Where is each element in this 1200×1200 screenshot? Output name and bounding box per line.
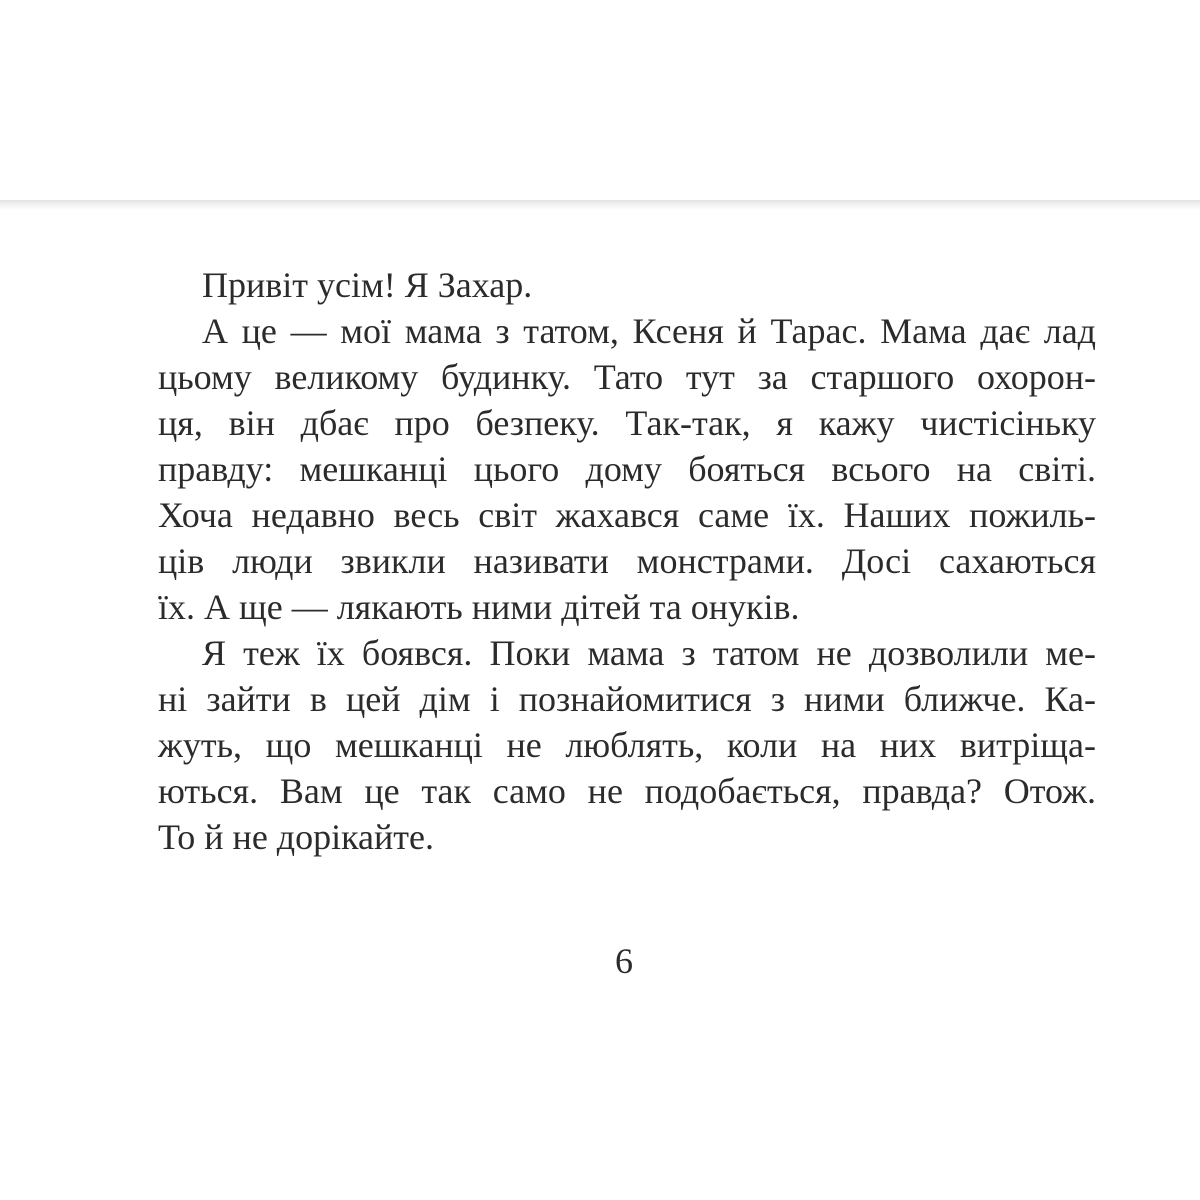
text-line: Хоча недавно весь світ жахався саме їх. Наших пожиль- <box>158 495 1096 535</box>
text-line: Привіт усім! Я Захар. <box>202 265 533 305</box>
text-line: ються. Вам це так само не подобається, правда? Отож. <box>158 771 1096 811</box>
text-line: То й не дорікайте. <box>158 817 435 857</box>
text-line: правду: мешканці цього дому бояться всього на світі. <box>158 449 1096 489</box>
text-line: ця, він дбає про безпеку. Так-так, я кажу чистісіньку <box>158 403 1096 443</box>
text-line: цьому великому будинку. Тато тут за старшого охорон- <box>158 357 1096 397</box>
text-line: А це — мої мама з татом, Ксеня й Тарас. Мама дає лад <box>202 311 1096 351</box>
text-line: Я теж їх боявся. Поки мама з татом не дозволили ме- <box>202 633 1096 673</box>
page-number: 6 <box>615 941 633 981</box>
text-line: жуть, що мешканці не люблять, коли на них витріща- <box>158 725 1096 765</box>
text-line: їх. А ще — лякають ними дітей та онуків. <box>158 587 800 627</box>
text-line: ні зайти в цей дім і познайомитися з ними ближче. Ка- <box>158 679 1096 719</box>
top-divider <box>0 200 1200 210</box>
text-line: ців люди звикли називати монстрами. Досі сахаються <box>158 541 1096 581</box>
body-text <box>158 262 1096 860</box>
